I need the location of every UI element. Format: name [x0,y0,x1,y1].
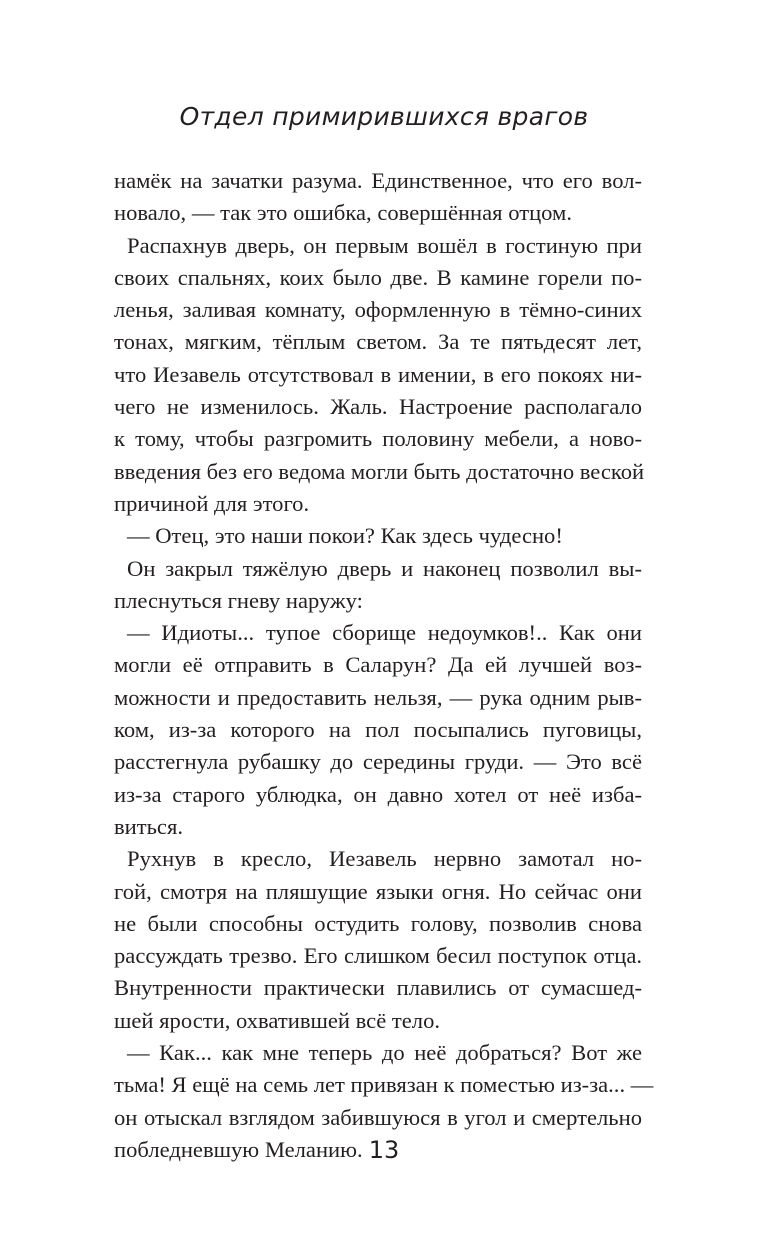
text-line: — Как... как мне теперь до неё добраться? Вот же [127,1040,642,1066]
text-line: ленья, заливая комнату, оформленную в тёмно-синих [114,297,642,323]
text-line: своих спальнях, коих было две. В камине горели по- [114,264,642,290]
text-line: что Иезавель отсутствовал в имении, в его покоях ни- [114,361,642,387]
text-line: Рухнув в кресло, Иезавель нервно замотал но- [127,846,642,872]
text-line: Внутренности практически плавились от сумасшед- [114,975,642,1001]
text-line: — Идиоты... тупое сборище недоумков!.. Как они [127,620,642,646]
text-line: причиной для этого. [114,490,310,516]
text-line: Распахнув дверь, он первым вошёл в гостиную при [127,232,642,258]
text-line: расстегнула рубашку до середины груди. — Это всё [114,749,642,775]
text-line: ком, из-за которого на пол посыпались пуговицы, [114,717,642,743]
page-number: 13 [368,1136,400,1164]
text-line: виться. [114,813,184,839]
running-header: Отдел примирившихся врагов [179,102,589,131]
text-line: гой, смотря на пляшущие языки огня. Но сейчас они [114,878,642,904]
text-line: к тому, чтобы разгромить половину мебели, а ново- [114,426,642,452]
text-line: тьма! Я ещё на семь лет привязан к поместью из-за... — [114,1072,654,1098]
text-line: из-за старого ублюдка, он давно хотел от неё изба- [114,781,642,807]
text-line: рассуждать трезво. Его слишком бесил поступок отца. [114,943,642,969]
text-line: намёк на зачатки разума. Единственное, что его вол- [114,168,642,193]
text-line: не были способны остудить голову, позволив снова [114,910,642,936]
body-text [114,165,654,1166]
text-line: новало, — так это ошибка, совершённая отцом. [114,200,572,226]
text-line: чего не изменилось. Жаль. Настроение располагало [114,394,642,420]
text-line: тонах, мягким, тёплым светом. За те пятьдесят лет, [114,329,642,355]
text-line: шей ярости, охватившей всё тело. [114,1007,441,1033]
text-line: могли её отправить в Саларун? Да ей лучшей воз- [114,652,642,678]
text-line: Он закрыл тяжёлую дверь и наконец позволил вы- [127,555,642,581]
text-line: введения без его ведома могли быть достаточно веской [114,458,645,484]
text-line: он отыскал взглядом забившуюся в угол и смертельно [114,1104,642,1130]
text-line: плеснуться гневу наружу: [114,587,363,613]
text-line: — Отец, это наши покои? Как здесь чудесно! [127,523,563,549]
text-line: можности и предоставить нельзя, — рука одним рыв- [114,684,642,710]
text-line: побледневшую Меланию. [114,1136,363,1162]
